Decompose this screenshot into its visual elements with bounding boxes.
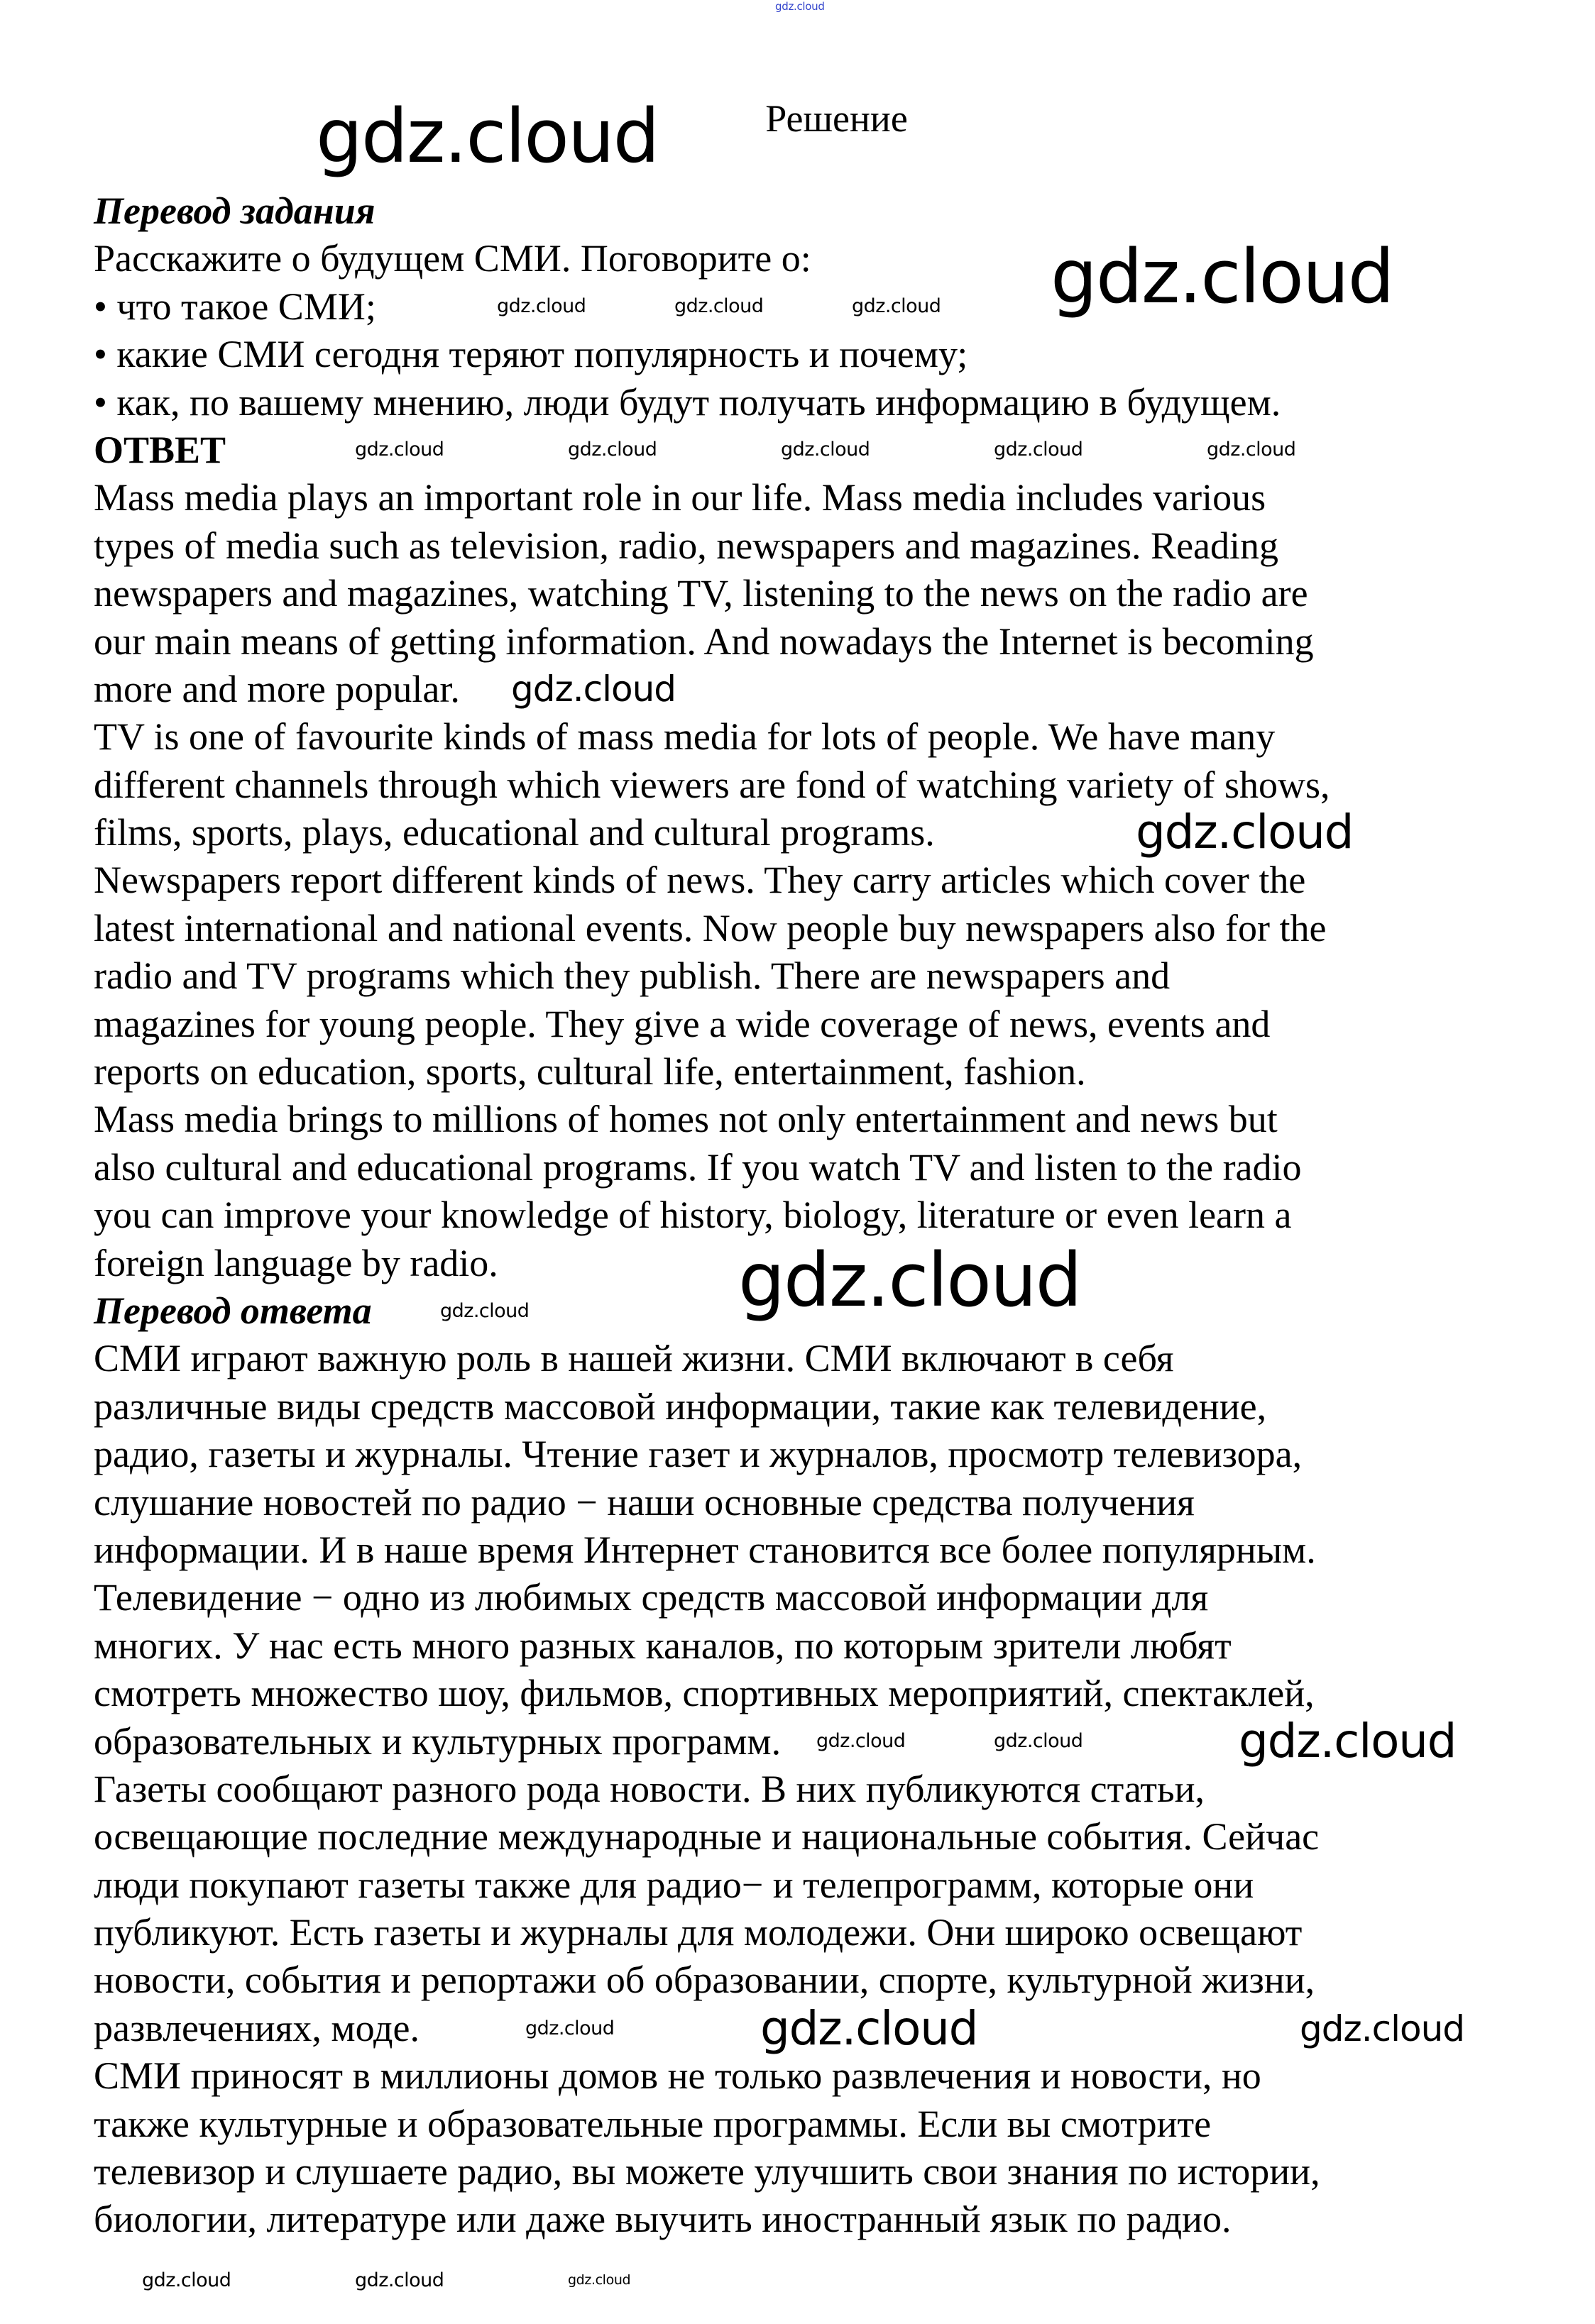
text-line: новости, события и репортажи об образовании, спорте, культурной жизни, — [94, 1959, 1315, 2002]
text-line: • что такое СМИ; — [94, 285, 376, 328]
text-line: Mass media brings to millions of homes not only entertainment and news but — [94, 1098, 1278, 1141]
text-line: публикуют. Есть газеты и журналы для молодежи. Они широко освещают — [94, 1911, 1303, 1954]
watermark: gdz.cloud — [355, 2269, 444, 2291]
text-line: more and more popular. — [94, 667, 460, 710]
text-line: radio and TV programs which they publish. There are newspapers and — [94, 954, 1171, 998]
text-line: образовательных и культурных программ. — [94, 1719, 782, 1763]
watermark: gdz.cloud — [674, 295, 764, 317]
text-line: magazines for young people. They give a wide coverage of news, events and — [94, 1002, 1271, 1045]
text-line: our main means of getting information. And nowadays the Internet is becoming — [94, 619, 1314, 663]
watermark: gdz.cloud — [1051, 233, 1393, 320]
text-line: TV is one of favourite kinds of mass media for lots of people. We have many — [94, 715, 1276, 759]
text-line: СМИ играют важную роль в нашей жизни. СМИ включают в себя — [94, 1337, 1174, 1380]
watermark: gdz.cloud — [568, 439, 657, 461]
watermark: gdz.cloud — [994, 439, 1083, 461]
text-line: смотреть множество шоу, фильмов, спортивных мероприятий, спектаклей, — [94, 1672, 1315, 1715]
text-line: различные виды средств массовой информации, такие как телевидение, — [94, 1384, 1267, 1428]
text-line: foreign language by radio. — [94, 1241, 498, 1284]
watermark: gdz.cloud — [760, 2001, 978, 2056]
watermark: gdz.cloud — [440, 1300, 530, 1322]
text-line: Расскажите о будущем СМИ. Поговорите о: — [94, 237, 811, 280]
text-line: latest international and national events. Now people buy newspapers also for the — [94, 906, 1327, 949]
text-line: reports on education, sports, cultural life, entertainment, fashion. — [94, 1050, 1086, 1094]
watermark: gdz.cloud — [568, 2272, 631, 2288]
watermark: gdz.cloud — [511, 668, 676, 710]
section-heading: Перевод задания — [94, 189, 376, 232]
watermark: gdz.cloud — [355, 439, 444, 461]
text-line: многих. У нас есть много разных каналов, по которым зрители любят — [94, 1624, 1232, 1667]
text-line: информации. И в наше время Интернет становится все более популярным. — [94, 1528, 1316, 1571]
text-line: films, sports, plays, educational and cultural programs. — [94, 811, 935, 854]
section-heading: ОТВЕТ — [94, 428, 226, 471]
text-line: Телевидение − одно из любимых средств массовой информации для — [94, 1576, 1209, 1619]
text-line: also cultural and educational programs. If you watch TV and listen to the radio — [94, 1145, 1302, 1189]
watermark: gdz.cloud — [1136, 805, 1354, 859]
text-line: радио, газеты и журналы. Чтение газет и журналов, просмотр телевизора, — [94, 1433, 1303, 1476]
text-line: Newspapers report different kinds of news. They carry articles which cover the — [94, 859, 1306, 902]
watermark: gdz.cloud — [816, 1730, 906, 1752]
text-line: Газеты сообщают разного рода новости. В них публикуются статьи, — [94, 1767, 1205, 1810]
watermark: gdz.cloud — [781, 439, 870, 461]
text-line: развлечениях, моде. — [94, 2006, 420, 2049]
text-line: • как, по вашему мнению, люди будут получать информацию в будущем. — [94, 380, 1281, 424]
watermark: gdz.cloud — [525, 2017, 615, 2039]
watermark: gdz.cloud — [316, 93, 659, 180]
text-line: different channels through which viewers are fond of watching variety of shows, — [94, 763, 1330, 806]
watermark: gdz.cloud — [1300, 2008, 1465, 2049]
text-line: люди покупают газеты также для радио− и телепрограмм, которые они — [94, 1863, 1254, 1906]
text-line: Mass media plays an important role in our life. Mass media includes various — [94, 476, 1266, 519]
text-line: телевизор и слушаете радио, вы можете улучшить свои знания по истории, — [94, 2150, 1320, 2193]
watermark: gdz.cloud — [852, 295, 941, 317]
watermark: gdz.cloud — [994, 1730, 1083, 1752]
document-body — [94, 187, 1570, 2244]
watermark: gdz.cloud — [775, 0, 825, 13]
text-line: newspapers and magazines, watching TV, listening to the news on the radio are — [94, 572, 1308, 615]
text-line: освещающие последние международные и национальные события. Сейчас — [94, 1815, 1320, 1858]
watermark: gdz.cloud — [142, 2269, 231, 2291]
text-line: you can improve your knowledge of history, biology, literature or even learn a — [94, 1194, 1292, 1237]
text-line: СМИ приносят в миллионы домов не только развлечения и новости, но — [94, 2054, 1261, 2098]
text-line: types of media such as television, radio, newspapers and magazines. Reading — [94, 524, 1279, 567]
watermark: gdz.cloud — [1239, 1714, 1457, 1768]
text-line: слушание новостей по радио − наши основные средства получения — [94, 1480, 1195, 1524]
text-line: также культурные и образовательные программы. Если вы смотрите — [94, 2102, 1212, 2145]
watermark: gdz.cloud — [738, 1237, 1081, 1323]
section-heading: Перевод ответа — [94, 1289, 372, 1332]
page-title: Решение — [765, 97, 908, 140]
watermark: gdz.cloud — [497, 295, 586, 317]
text-line: биологии, литературе или даже выучить иностранный язык по радио. — [94, 2198, 1232, 2241]
text-line: • какие СМИ сегодня теряют популярность и почему; — [94, 333, 968, 376]
watermark: gdz.cloud — [1207, 439, 1296, 461]
